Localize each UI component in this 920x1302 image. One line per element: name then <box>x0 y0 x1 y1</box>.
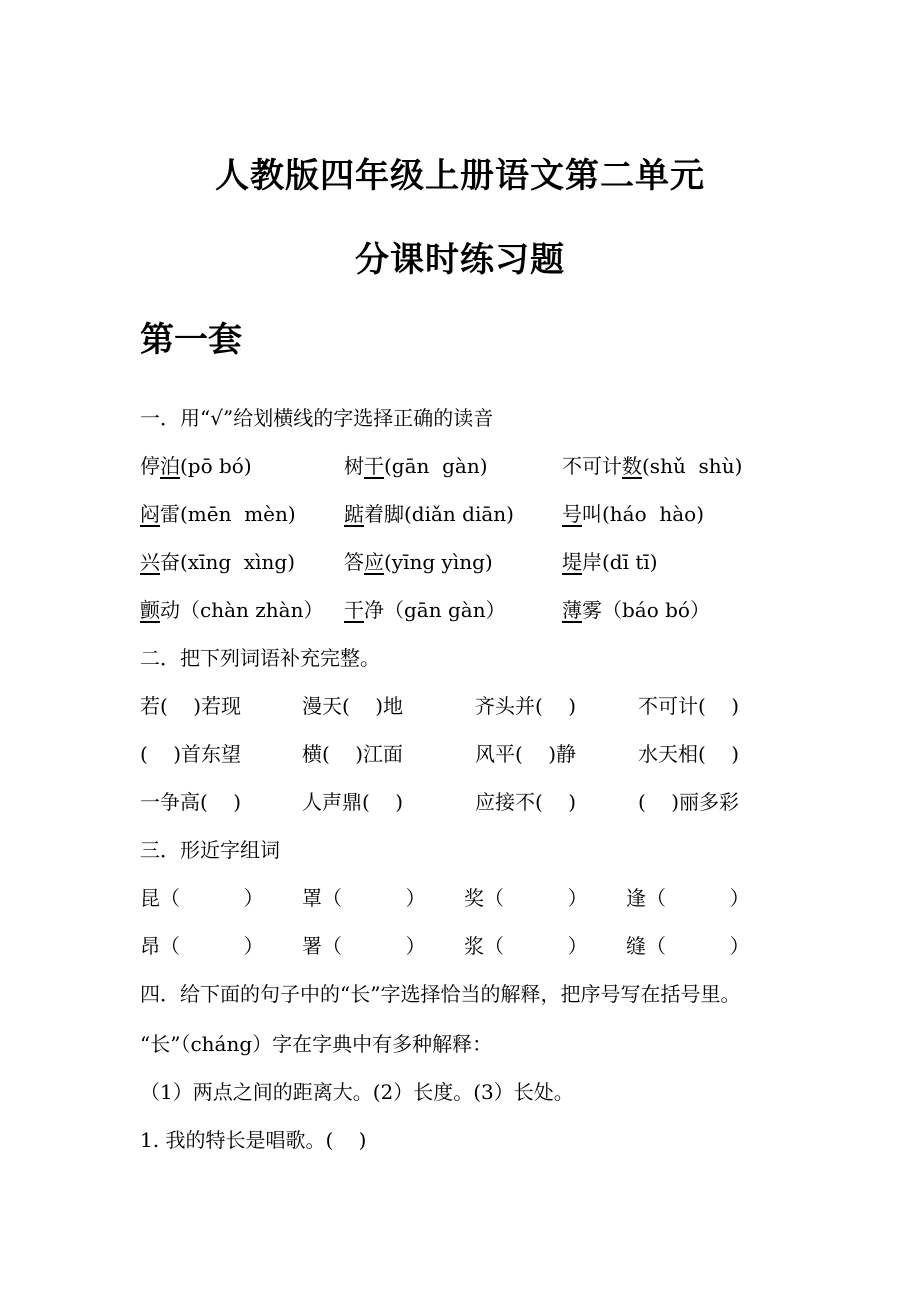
q1-item: 树干(gān gàn) <box>344 454 488 478</box>
q3-row <box>0 882 920 912</box>
q3-item: 昆（ ） <box>140 886 264 910</box>
q3-row <box>0 930 920 960</box>
q1-item: 颤动（chàn zhàn） <box>140 598 324 622</box>
q1-item: 薄雾（báo bó） <box>562 598 710 622</box>
q3-item: 署（ ） <box>302 934 426 958</box>
q2-item: 一争高( ) <box>140 790 242 814</box>
q1-row <box>0 450 920 480</box>
q2-item: 风平( )静 <box>475 742 577 766</box>
q2-item: 漫天( )地 <box>302 694 404 718</box>
q3-item: 罩（ ） <box>302 886 426 910</box>
page-subtitle: 分课时练习题 <box>355 240 565 280</box>
q4-item: 1. 我的特长是唱歌。( ) <box>140 1128 367 1152</box>
q1-item: 答应(yīng yìng) <box>344 550 493 574</box>
q4-heading: 四．给下面的句子中的“长”字选择恰当的解释，把序号写在括号里。 <box>140 982 741 1006</box>
q1-row <box>0 498 920 528</box>
q3-item: 奖（ ） <box>464 886 588 910</box>
q3-item: 缝（ ） <box>626 934 750 958</box>
q1-row <box>0 546 920 576</box>
q3-item: 昂（ ） <box>140 934 264 958</box>
q1-row <box>0 594 920 624</box>
q2-item: 人声鼎( ) <box>302 790 404 814</box>
q1-item: 踮着脚(diǎn diān) <box>344 502 514 526</box>
q1-heading: 一．用“√”给划横线的字选择正确的读音 <box>140 406 494 430</box>
q2-item: 若( )若现 <box>140 694 242 718</box>
q2-row <box>0 786 920 816</box>
q2-item: 水天相( ) <box>638 742 740 766</box>
q1-item: 干净（gān gàn） <box>344 598 506 622</box>
q2-item: ( )首东望 <box>140 742 242 766</box>
q2-item: 应接不( ) <box>475 790 577 814</box>
q1-item: 号叫(háo hào) <box>562 502 705 526</box>
q1-item: 兴奋(xīng xìng) <box>140 550 296 574</box>
set-title: 第一套 <box>140 320 242 360</box>
q2-heading: 二．把下列词语补充完整。 <box>140 646 380 670</box>
q3-heading: 三．形近字组词 <box>140 838 280 862</box>
q1-item: 闷雷(mēn mèn) <box>140 502 296 526</box>
q2-item: ( )丽多彩 <box>638 790 740 814</box>
q2-row <box>0 738 920 768</box>
q2-item: 不可计( ) <box>638 694 740 718</box>
q2-row <box>0 690 920 720</box>
q3-item: 浆（ ） <box>464 934 588 958</box>
q2-item: 齐头并( ) <box>475 694 577 718</box>
q4-intro: “长”（cháng）字在字典中有多种解释： <box>140 1032 493 1056</box>
q1-item: 不可计数(shǔ shù) <box>562 454 743 478</box>
q2-item: 横( )江面 <box>302 742 404 766</box>
page-title: 人教版四年级上册语文第二单元 <box>215 156 705 196</box>
q1-item: 停泊(pō bó) <box>140 454 252 478</box>
q1-item: 堤岸(dī tī) <box>562 550 658 574</box>
q3-item: 逢（ ） <box>626 886 750 910</box>
q4-options: （1）两点之间的距离大。(2）长度。(3）长处。 <box>140 1080 574 1104</box>
